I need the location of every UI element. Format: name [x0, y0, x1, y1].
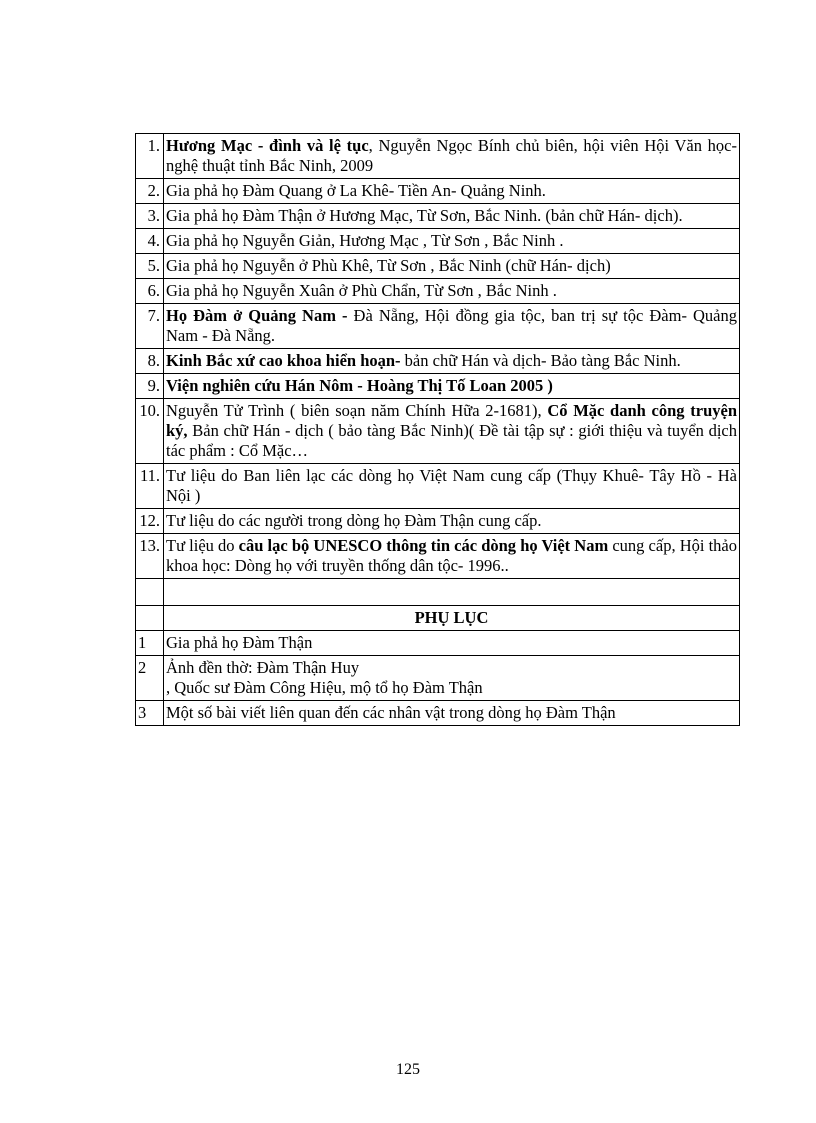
empty-row [136, 579, 740, 606]
reference-title: Kinh Bắc xứ cao khoa hiển hoạn- [166, 351, 401, 370]
reference-number: 5. [136, 254, 164, 279]
reference-row [136, 179, 740, 204]
reference-number: 2. [136, 179, 164, 204]
reference-text [164, 464, 740, 509]
empty-cell [164, 579, 740, 606]
reference-detail: Gia phả họ Đàm Quang ở La Khê- Tiền An- Quảng Ninh. [166, 181, 546, 200]
reference-text [164, 204, 740, 229]
reference-title: Viện nghiên cứu Hán Nôm - Hoàng Thị Tố Loan 2005 ) [166, 376, 553, 395]
appendix-line: Ảnh đền thờ: Đàm Thận Huy [166, 658, 360, 677]
reference-row [136, 304, 740, 349]
page-number: 125 [396, 1061, 420, 1078]
appendix-number: 3 [136, 701, 164, 726]
reference-text [164, 399, 740, 464]
reference-number: 3. [136, 204, 164, 229]
reference-number: 7. [136, 304, 164, 349]
appendix-row [136, 701, 740, 726]
reference-number: 11. [136, 464, 164, 509]
reference-text [164, 374, 740, 399]
appendix-number: 2 [136, 656, 164, 701]
reference-detail: Đà Nẵng, Hội đồng gia tộc, ban trị sự tộc Đàm- Quảng Nam - Đà Nẵng. [166, 306, 737, 345]
reference-text [164, 179, 740, 204]
reference-row [136, 464, 740, 509]
reference-row [136, 229, 740, 254]
reference-prefix: Nguyễn Tử Trình ( biên soạn năm Chính Hữa 2-1681), [166, 401, 548, 420]
appendix-row [136, 631, 740, 656]
reference-detail: Tư liệu do Ban liên lạc các dòng họ Việt Nam cung cấp (Thụy Khuê- Tây Hồ - Hà Nội ) [166, 466, 737, 505]
reference-number: 10. [136, 399, 164, 464]
reference-prefix: Tư liệu do [166, 536, 239, 555]
reference-title: Cổ Mặc danh công truyện ký, [166, 401, 737, 440]
appendix-title: PHỤ LỤC [164, 606, 740, 631]
reference-row [136, 534, 740, 579]
reference-text [164, 349, 740, 374]
appendix-line: Gia phả họ Đàm Thận [166, 633, 313, 652]
reference-row [136, 204, 740, 229]
appendix-row [136, 656, 740, 701]
reference-title: Hương Mạc - đình và lệ tục [166, 136, 369, 155]
reference-number: 12. [136, 509, 164, 534]
reference-row [136, 399, 740, 464]
reference-detail: Gia phả họ Nguyễn Xuân ở Phù Chẩn, Từ Sơn , Bắc Ninh . [166, 281, 557, 300]
reference-detail: cung cấp, Hội thảo khoa học: Dòng họ với truyền thống dân tộc- 1996.. [166, 536, 737, 575]
appendix-text [164, 656, 740, 701]
references-table-body [136, 134, 740, 726]
reference-text [164, 509, 740, 534]
reference-text [164, 229, 740, 254]
reference-title: câu lạc bộ UNESCO thông tin các dòng họ Việt Nam [238, 536, 609, 555]
reference-text [164, 534, 740, 579]
appendix-text [164, 701, 740, 726]
reference-row [136, 134, 740, 179]
reference-number: 6. [136, 279, 164, 304]
reference-title: Họ Đàm ở Quảng Nam - [166, 306, 348, 325]
reference-number: 9. [136, 374, 164, 399]
reference-text [164, 254, 740, 279]
reference-number: 13. [136, 534, 164, 579]
appendix-line: Một số bài viết liên quan đến các nhân vật trong dòng họ Đàm Thận [166, 703, 616, 722]
reference-number: 1. [136, 134, 164, 179]
reference-number: 4. [136, 229, 164, 254]
appendix-text [164, 631, 740, 656]
reference-text [164, 134, 740, 179]
reference-text [164, 304, 740, 349]
references-table [135, 133, 740, 726]
reference-number: 8. [136, 349, 164, 374]
reference-row [136, 279, 740, 304]
reference-row [136, 374, 740, 399]
reference-detail: Gia phả họ Đàm Thận ở Hương Mạc, Từ Sơn, Bắc Ninh. (bản chữ Hán- dịch). [166, 206, 683, 225]
reference-detail: Gia phả họ Nguyễn Giản, Hương Mạc , Từ Sơn , Bắc Ninh . [166, 231, 564, 250]
reference-detail: bản chữ Hán và dịch- Bảo tàng Bắc Ninh. [400, 351, 681, 370]
empty-cell [136, 606, 164, 631]
reference-detail: Tư liệu do các người trong dòng họ Đàm Thận cung cấp. [166, 511, 542, 530]
reference-detail: , Nguyễn Ngọc Bính chủ biên, hội viên Hội Văn học- nghệ thuật tỉnh Bắc Ninh, 2009 [166, 136, 737, 175]
reference-row [136, 349, 740, 374]
empty-cell [136, 579, 164, 606]
reference-row [136, 509, 740, 534]
appendix-number: 1 [136, 631, 164, 656]
reference-text [164, 279, 740, 304]
reference-row [136, 254, 740, 279]
reference-detail: Bản chữ Hán - dịch ( bảo tàng Bắc Ninh)( Đề tài tập sự : giới thiệu và tuyển dịch tác phẩm : Cổ Mặc… [166, 421, 737, 460]
reference-detail: Gia phả họ Nguyễn ở Phù Khê, Từ Sơn , Bắc Ninh (chữ Hán- dịch) [166, 256, 611, 275]
appendix-title-row [136, 606, 740, 631]
appendix-line: , Quốc sư Đàm Công Hiệu, mộ tổ họ Đàm Thận [166, 678, 483, 697]
